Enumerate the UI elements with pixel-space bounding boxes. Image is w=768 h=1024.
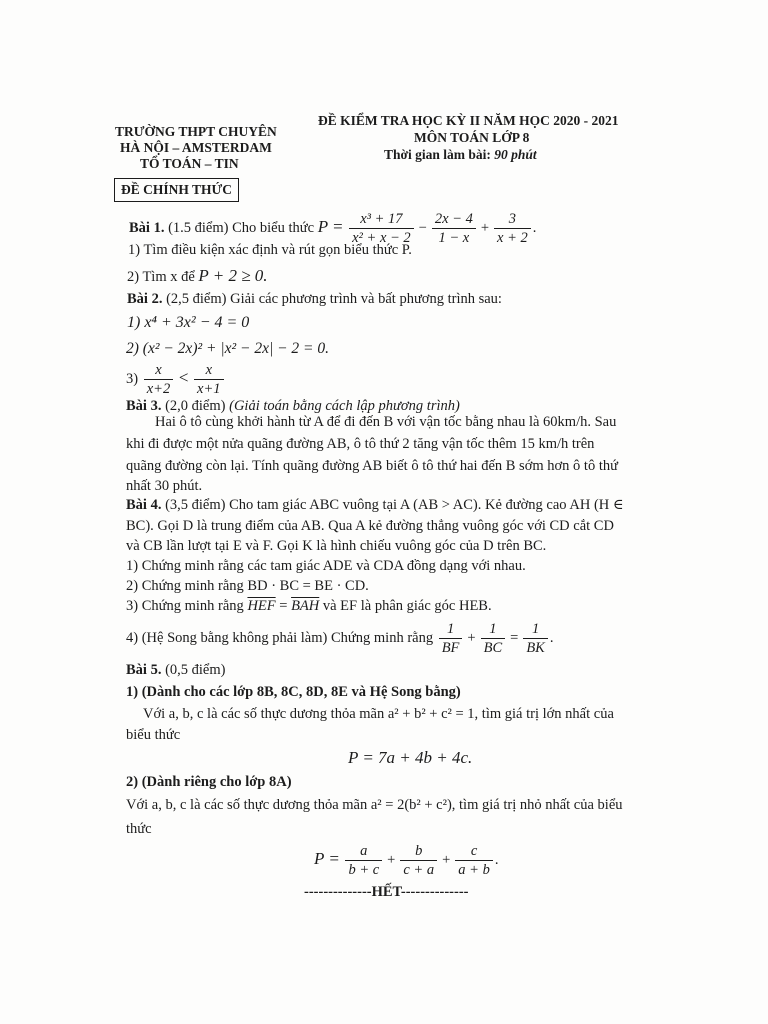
bai5-part2-line1: Với a, b, c là các số thực dương thỏa mãn a² = 2(b² + c²), tìm giá trị nhỏ nhất của biểu (126, 797, 623, 813)
bai3-heading-line: Bài 3. (2,0 điểm) (Giải toán bằng cách lập phương trình) (126, 398, 460, 414)
bai5-part1-line2: biểu thức (126, 727, 181, 743)
angle-hef: $\overline{HEF}$ (247, 598, 276, 614)
bai3-line-2: khi đi được một nửa quãng đường AB, ô tô thứ 2 tăng vận tốc thêm 15 km/h trên (126, 436, 595, 452)
bai5-part1-line1: Với a, b, c là các số thực dương thỏa mãn a² + b² + c² = 1, tìm giá trị lớn nhất của (143, 706, 614, 722)
bai1-line: Bài 1. (1.5 điểm) Cho biểu thức P = $\frac{\text{x³ + 17}}{\text{x² + x − 2}}$ − $\frac{2x - 4}{1 - x}$ + $\frac{3}{x + 2}$ . (129, 211, 537, 246)
bai2-q3: 3) $\frac{x}{x+2}$ < $\frac{x}{x+1}$ (126, 361, 226, 398)
bai2-heading-line (127, 291, 502, 308)
bai2-frac-1: $\frac{x}{x+2}$ (144, 361, 173, 398)
bai1-score: (1.5 điểm) Cho biểu thức (164, 219, 318, 236)
bai3-line-3: quãng đường còn lại. Tính quãng đường AB biết ô tô thứ hai đến B sớm hơn ô tô thứ (126, 458, 618, 474)
end-marker: --------------HẾT-------------- (304, 884, 469, 900)
bai4-frac-1: $\frac{1}{BF}$ (439, 620, 463, 657)
angle-bah: $\overline{BAH}$ (291, 598, 320, 614)
bai2-score: (2,5 điểm) Giải các phương trình và bất phương trình sau: (162, 291, 502, 307)
bai1-frac-1: $\frac{\text{x³ + 17}}{\text{x² + x − 2}}$ (349, 210, 414, 247)
bai3-note: (Giải toán bằng cách lập phương trình) (229, 398, 460, 414)
bai4-q2: 2) Chứng minh rằng BD · BC = BE · CD. (126, 578, 369, 594)
bai1-heading: Bài 1. (129, 219, 165, 236)
time-label: Thời gian làm bài: (384, 147, 495, 162)
bai3-line-1: Hai ô tô cùng khởi hành từ A để đi đến B với vận tốc bằng nhau là 60km/h. Sau (155, 414, 617, 430)
bai2-q2: 2) (x² − 2x)² + |x² − 2x| − 2 = 0. (126, 340, 330, 357)
bai5-part2-line2: thức (126, 821, 152, 837)
bai1-q1: 1) Tìm điều kiện xác định và rút gọn biểu thức P. (128, 242, 412, 258)
bai5-part1-formula: P = 7a + 4b + 4c. (348, 748, 473, 767)
bai5-frac-3: $\frac{c}{a + b}$ (455, 842, 493, 879)
exam-subject: MÔN TOÁN LỚP 8 (414, 130, 530, 145)
bai4-line-1: Bài 4. (3,5 điểm) Cho tam giác ABC vuông tại A (AB > AC). Kẻ đường cao AH (H ∈ (126, 497, 624, 513)
school-name: TRƯỜNG THPT CHUYÊN (115, 124, 277, 139)
bai1-frac-2: $\frac{2x - 4}{1 - x}$ (432, 210, 476, 247)
bai4-q3: 3) Chứng minh rằng $\overline{HEF} = \overline{BAH}$ và EF là phân giác góc HEB. (126, 598, 492, 614)
bai5-frac-1: $\frac{a}{b + c}$ (345, 842, 382, 879)
bai4-q1: 1) Chứng minh rằng các tam giác ADE và CDA đồng dạng với nhau. (126, 558, 526, 574)
bai2-frac-2: $\frac{x}{x+1}$ (194, 361, 223, 398)
bai4-line-3: và CB lần lượt tại E và F. Gọi K là hình chiếu vuông góc của D trên BC. (126, 538, 547, 554)
time-value: 90 phút (494, 147, 537, 162)
bai5-heading: Bài 5. (126, 662, 162, 678)
exam-title: ĐỀ KIỂM TRA HỌC KỲ II NĂM HỌC 2020 - 2021 (318, 113, 619, 128)
bai1-frac-3: $\frac{3}{x + 2}$ (494, 210, 531, 247)
bai3-line-4: nhất 30 phút. (126, 478, 203, 494)
bai5-part2-title: 2) (Dành riêng cho lớp 8A) (126, 774, 292, 790)
bai5-heading-line: Bài 5. (0,5 điểm) (126, 662, 226, 678)
exam-time (384, 147, 537, 163)
bai2-heading: Bài 2. (127, 291, 163, 307)
department: TỔ TOÁN – TIN (140, 156, 239, 171)
bai1-p-symbol: P = (317, 216, 344, 236)
bai2-q1: 1) x⁴ + 3x² − 4 = 0 (127, 314, 250, 331)
bai4-line-2: BC). Gọi D là trung điểm của AB. Qua A kẻ đường thẳng vuông góc với CD cắt CD (126, 518, 614, 534)
bai4-frac-2: $\frac{1}{BC}$ (481, 620, 506, 657)
official-badge: ĐỀ CHÍNH THỨC (114, 178, 239, 202)
school-city: HÀ NỘI – AMSTERDAM (120, 140, 272, 155)
bai5-frac-2: $\frac{b}{c + a}$ (400, 842, 437, 879)
bai1-q2: 2) Tìm x để P + 2 ≥ 0. (127, 266, 268, 285)
bai5-part1-title: 1) (Dành cho các lớp 8B, 8C, 8D, 8E và Hệ Song bằng) (126, 684, 461, 700)
bai3-heading: Bài 3. (126, 398, 162, 414)
bai4-heading: Bài 4. (126, 497, 162, 513)
bai4-q4: 4) (Hệ Song bằng không phải làm) Chứng minh rằng $\frac{1}{BF}$ + $\frac{1}{BC}$ = $\frac{1}{BK}$ . (126, 621, 554, 656)
bai4-frac-3: $\frac{1}{BK}$ (523, 620, 548, 657)
bai5-part2-formula: P = $\frac{a}{b + c}$ + $\frac{b}{c + a}$ + $\frac{c}{a + b}$ . (314, 843, 499, 878)
